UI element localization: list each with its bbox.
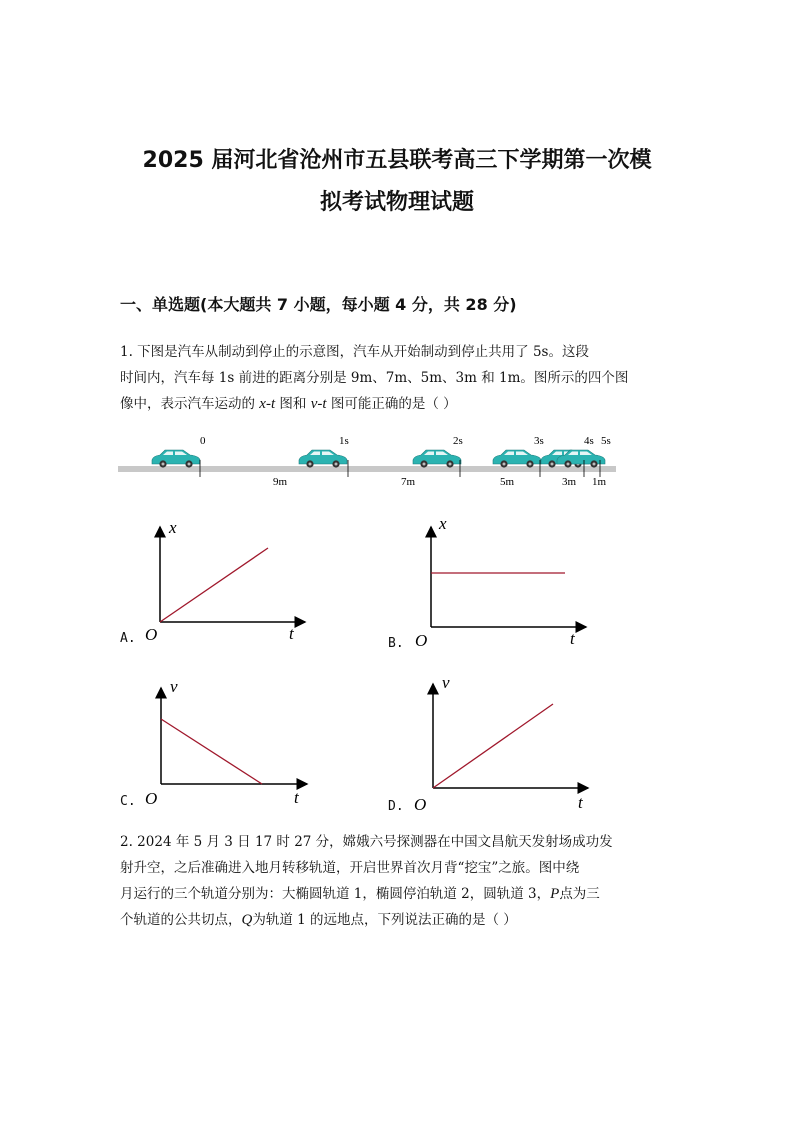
y-axis-label: x <box>439 514 447 533</box>
q2-line-2: 射升空，之后准确进入地月转移轨道，开启世界首次月背“挖宝”之旅。图中绕 <box>120 860 580 876</box>
graph-line <box>161 719 262 784</box>
car-icon <box>299 450 347 468</box>
origin-label: O <box>414 795 427 812</box>
y-axis-label: x <box>169 518 177 537</box>
option-b-graph <box>410 513 590 648</box>
option-c-label: C. <box>120 794 136 809</box>
graph-line <box>433 704 553 788</box>
time-label: 3s <box>534 435 544 447</box>
y-axis-label: v <box>442 673 450 692</box>
distance-label: 9m <box>273 476 288 488</box>
p-point-label: P <box>550 886 560 902</box>
q1-line-2: 时间内，汽车每 1s 前进的距离分别是 9m、7m、5m、3m 和 1m。图所示的四个图 <box>120 370 629 386</box>
road <box>118 466 616 472</box>
q-point-label: Q <box>241 912 253 928</box>
title-line-2: 拟考试物理试题 <box>319 190 474 215</box>
car-icon <box>493 450 541 468</box>
origin-label: O <box>145 625 158 644</box>
option-c-graph <box>140 678 315 808</box>
q1-line-3: 像中，表示汽车运动的 x-t 图和 v-t 图可能正确的是（ ） <box>120 396 457 412</box>
option-a-graph <box>140 515 310 645</box>
distance-label: 5m <box>500 476 515 488</box>
q2-line-3: 月运行的三个轨道分别为：大椭圆轨道 1，椭圆停泊轨道 2，圆轨道 3，P点为三 <box>120 886 600 902</box>
option-d-label: D. <box>388 799 404 814</box>
document-title <box>90 140 704 224</box>
option-d-graph <box>412 672 592 812</box>
xt-label: x-t <box>259 396 276 412</box>
y-axis-label: v <box>170 678 178 696</box>
time-label: 1s <box>339 435 349 447</box>
q2-line-1: 2. 2024 年 5 月 3 日 17 时 27 分，嫦娥六号探测器在中国文昌航天发射场成功发 <box>120 834 613 850</box>
x-axis-label: t <box>289 624 294 643</box>
origin-label: O <box>415 631 428 648</box>
x-axis-label: t <box>570 629 575 648</box>
title-line-1: 2025 届河北省沧州市五县联考高三下学期第一次模 <box>142 148 652 173</box>
x-axis-label: t <box>578 793 583 812</box>
distance-label: 3m <box>562 476 577 488</box>
car-braking-diagram <box>118 430 618 492</box>
q1-line-1: 1. 下图是汽车从制动到停止的示意图，汽车从开始制动到停止共用了 5s。这段 <box>120 344 589 360</box>
option-a-label: A. <box>120 631 136 646</box>
option-b-label: B. <box>388 636 404 651</box>
time-label: 0 <box>200 435 206 447</box>
vt-label: v-t <box>310 396 327 412</box>
time-label: 2s <box>453 435 463 447</box>
graph-line <box>160 548 268 622</box>
time-label: 4s <box>584 435 594 447</box>
time-label: 5s <box>601 435 611 447</box>
section-heading: 一、单选题(本大题共 7 小题，每小题 4 分，共 28 分) <box>120 295 517 314</box>
origin-label: O <box>145 789 158 808</box>
q2-line-4: 个轨道的公共切点，Q为轨道 1 的远地点，下列说法正确的是（ ） <box>120 912 517 928</box>
car-icon <box>413 450 461 468</box>
distance-label: 1m <box>592 476 607 488</box>
x-axis-label: t <box>294 788 299 807</box>
question-1-text <box>120 339 680 417</box>
car-icon <box>152 450 200 468</box>
distance-label: 7m <box>401 476 416 488</box>
question-2-text <box>120 829 680 933</box>
